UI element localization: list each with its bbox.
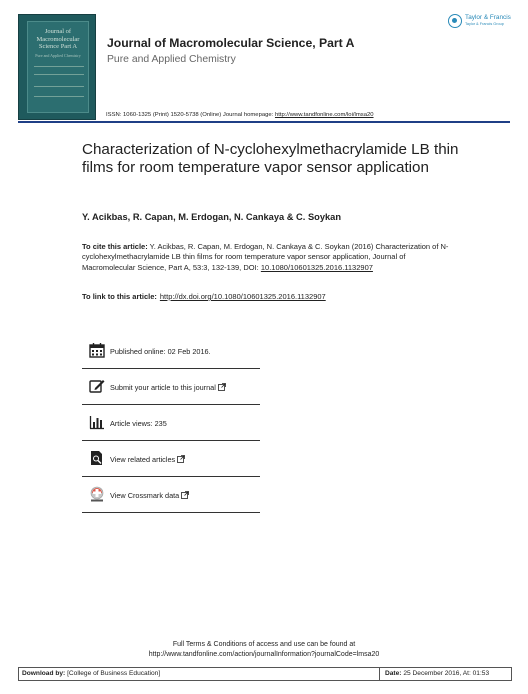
crossmark-text: View Crossmark data [110,491,180,500]
download-by-label: Download by: [22,670,66,677]
article-link-line [82,292,326,301]
article-link-label: To link to this article: [82,292,157,301]
cover-title [27,21,89,113]
cover-decoration [34,66,84,67]
cover-decoration [34,96,84,97]
publisher-logo[interactable] [448,13,514,33]
crossmark-link[interactable] [82,477,260,513]
external-link-icon [181,491,189,499]
download-date-label: Date: [385,670,402,677]
external-link-icon [218,383,226,391]
cover-title-line: Science Part A [38,43,78,50]
related-articles-link[interactable] [82,441,260,477]
terms-line: Full Terms & Conditions of access and use can be found at [172,641,356,648]
publisher-logo-icon [448,14,462,28]
article-title: Characterization of N-cyclohexylmethacrylamide LB thin films for room temperature vapor sensor application [82,141,459,176]
header-divider [18,121,510,123]
journal-subtitle: Pure and Applied Chemistry [107,54,236,65]
article-views-item [82,405,260,441]
issn-text: ISSN: 1060-1325 (Print) 1520-5738 (Online) Journal homepage: [106,112,274,118]
citation-label: To cite this article: [82,242,148,251]
submit-article-text: Submit your article to this journal [110,383,216,392]
article-views-label: Article views: 235 [110,419,167,428]
bar-chart-icon [89,414,105,430]
related-articles-text: View related articles [110,455,176,464]
download-by [22,670,160,677]
terms-notice [0,640,528,659]
journal-homepage-link[interactable]: http://www.tandfonline.com/loi/lmsa20 [274,112,374,118]
download-info-bar [18,667,512,681]
download-bar-divider [379,668,380,680]
journal-cover-image [18,14,96,120]
submit-article-link[interactable] [82,369,260,405]
published-online-item [82,333,260,369]
related-articles-label [110,455,185,464]
search-document-icon [89,450,105,466]
article-authors: Y. Acikbas, R. Capan, M. Erdogan, N. Cankaya & C. Soykan [82,212,342,222]
crossmark-label [110,491,189,500]
article-doi-url[interactable]: http://dx.doi.org/10.1080/10601325.2016.1132907 [159,292,326,301]
journal-title[interactable]: Journal of Macromolecular Science, Part A [107,36,355,50]
calendar-icon [89,342,105,358]
cover-title-line: Macromolecular [36,35,80,43]
cover-subtitle: Pure and Applied Chemistry [35,52,81,58]
download-by-value: [College of Business Education] [67,670,161,677]
cover-decoration [34,86,84,87]
article-actions [82,333,260,513]
cover-title-line: Journal of [44,28,72,35]
citation-text: Y. Acikbas, R. Capan, M. Erdogan, N. Cankaya & C. Soykan (2016) Characterization of N-cyclohexylmethacrylamide LB thin films for room temperature vapor sensor application, Journal of Macromolecular Science, Part A, 53:3, 132-139, DOI: [82,242,449,272]
citation-block [82,242,452,273]
terms-url-link[interactable]: http://www.tandfonline.com/action/journalInformation?journalCode=lmsa20 [148,650,380,658]
cover-decoration [34,74,84,75]
external-link-icon [177,455,185,463]
download-date [385,670,489,677]
crossmark-icon [89,486,105,502]
download-date-value: 25 December 2016, At: 01:53 [403,670,490,677]
published-online-label: Published online: 02 Feb 2016. [110,347,211,356]
publisher-name: Taylor & Francis [465,14,511,21]
edit-icon [89,378,105,394]
citation-doi-link[interactable]: 10.1080/10601325.2016.1132907 [260,262,373,272]
issn-line [106,112,374,118]
submit-article-label [110,383,226,392]
publisher-tagline: Taylor & Francis Group [465,22,504,26]
